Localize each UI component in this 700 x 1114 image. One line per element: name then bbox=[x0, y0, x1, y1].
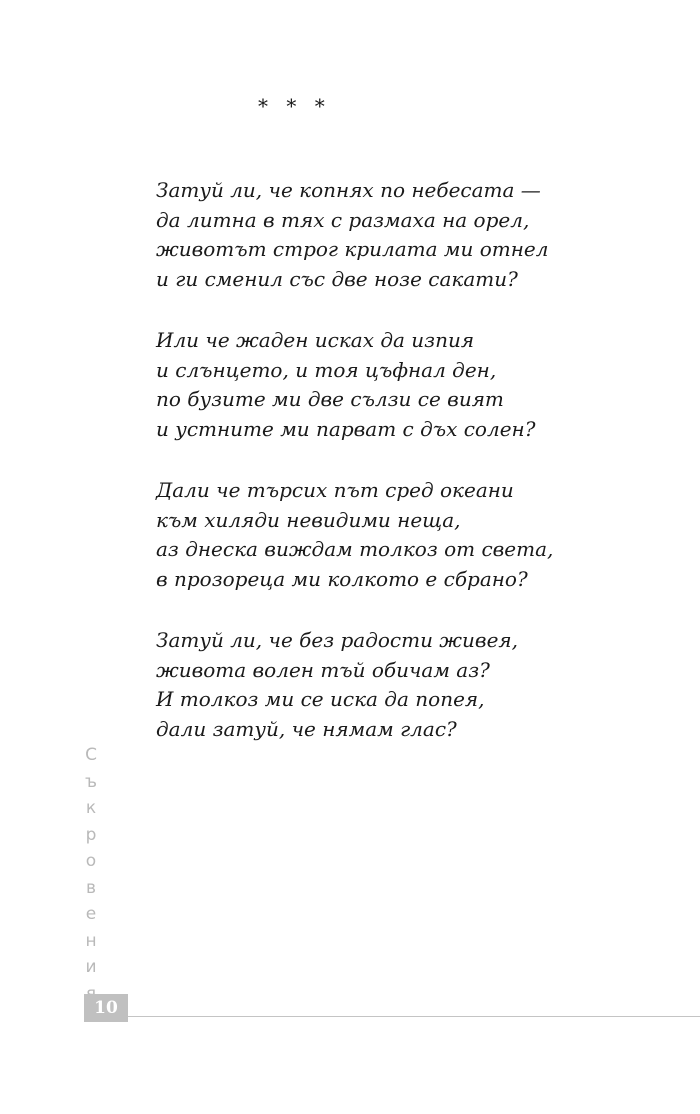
section-separator: * * * bbox=[258, 94, 331, 118]
poem-line: И толкоз ми се иска да попея, bbox=[156, 687, 485, 711]
poem-line: живота волен тъй обичам аз? bbox=[156, 657, 490, 682]
poem-line: и слънцето, и тоя цъфнал ден, bbox=[156, 357, 497, 382]
page-number: 10 bbox=[84, 994, 128, 1022]
poem-line: и устните ми парват с дъх солен? bbox=[156, 416, 536, 441]
book-title-letter: р bbox=[85, 824, 97, 845]
stanza-3 bbox=[156, 476, 616, 594]
book-title-letter: н bbox=[85, 930, 97, 951]
poem-line: Затуй ли, че без радости живея, bbox=[156, 628, 519, 652]
poem-line: в прозореца ми колкото е сбрано? bbox=[156, 566, 528, 591]
poem-line: към хиляди невидими неща, bbox=[156, 507, 461, 532]
book-title-letter: к bbox=[85, 798, 97, 818]
poem-line: Затуй ли, че копнях по небесата — bbox=[156, 178, 541, 202]
poem-line: животът строг крилата ми отнел bbox=[156, 237, 549, 261]
poem-line: по бузите ми две сълзи се вият bbox=[156, 387, 504, 411]
poem-line: да литна в тях с размаха на орел, bbox=[156, 207, 530, 232]
poem-line: Дали че търсих път сред океани bbox=[156, 478, 514, 502]
book-title-letter: ъ bbox=[84, 771, 97, 792]
book-title-vertical bbox=[80, 742, 102, 1007]
book-title-letter: в bbox=[85, 877, 97, 898]
poem-line: дали затуй, че нямам глас? bbox=[156, 716, 457, 741]
stanza-1 bbox=[156, 176, 616, 294]
book-title-letter: и bbox=[85, 957, 97, 977]
book-title-letter: С bbox=[85, 745, 97, 765]
book-title-letter: о bbox=[85, 851, 97, 871]
poem-line: и ги сменил със две нозе сакати? bbox=[156, 266, 518, 291]
stanza-2 bbox=[156, 326, 616, 444]
poem bbox=[156, 176, 616, 776]
stanza-4 bbox=[156, 626, 616, 744]
poem-line: Или че жаден исках да изпия bbox=[156, 328, 475, 352]
poem-line: аз днеска виждам толкоз от света, bbox=[156, 537, 554, 561]
book-title-letter: е bbox=[85, 904, 97, 924]
footer-rule bbox=[128, 1016, 700, 1017]
